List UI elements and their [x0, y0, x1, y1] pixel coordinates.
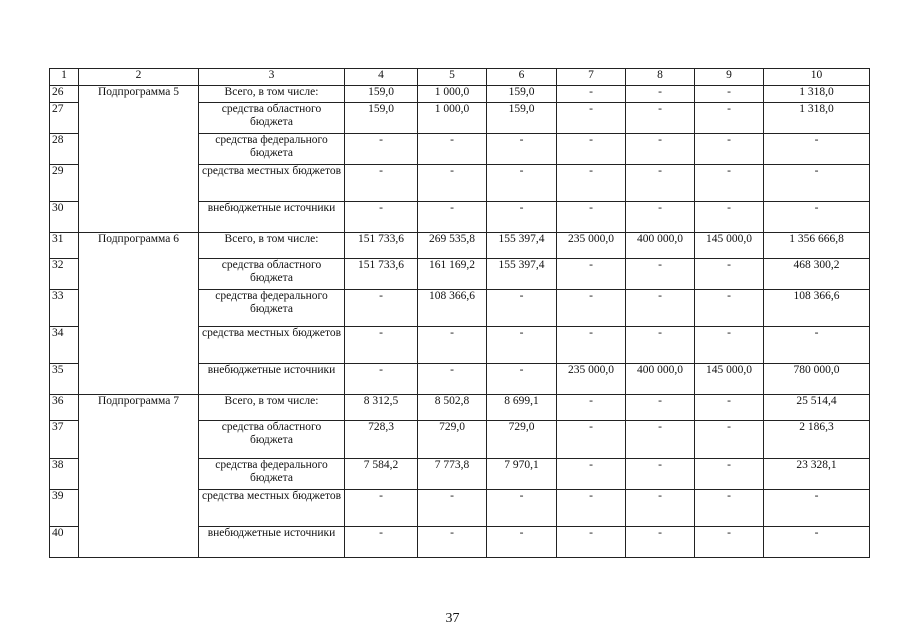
value-cell: - [626, 459, 695, 490]
row-number: 31 [50, 233, 79, 259]
header-cell: 2 [79, 69, 199, 86]
value-cell: - [487, 364, 557, 395]
value-cell: 1 318,0 [764, 86, 870, 103]
value-cell: - [557, 490, 626, 527]
value-cell: - [345, 490, 418, 527]
row-number: 34 [50, 327, 79, 364]
value-cell: 155 397,4 [487, 259, 557, 290]
value-cell: - [345, 290, 418, 327]
value-cell: 1 318,0 [764, 103, 870, 134]
row-number: 27 [50, 103, 79, 134]
value-cell: - [557, 527, 626, 558]
value-cell: - [626, 86, 695, 103]
value-cell: - [764, 165, 870, 202]
value-cell: - [345, 134, 418, 165]
value-cell: - [626, 327, 695, 364]
value-cell: 151 733,6 [345, 259, 418, 290]
row-number: 26 [50, 86, 79, 103]
header-cell: 10 [764, 69, 870, 86]
value-cell: 269 535,8 [418, 233, 487, 259]
funding-source: средства областного бюджета [199, 259, 345, 290]
value-cell: - [626, 421, 695, 459]
table-row [50, 395, 870, 421]
value-cell: - [695, 527, 764, 558]
value-cell: - [557, 327, 626, 364]
header-row [50, 69, 870, 86]
budget-table [49, 68, 870, 558]
funding-source: средства федерального бюджета [199, 290, 345, 327]
value-cell: - [695, 421, 764, 459]
row-number: 28 [50, 134, 79, 165]
value-cell: - [695, 327, 764, 364]
value-cell: 108 366,6 [764, 290, 870, 327]
value-cell: - [345, 165, 418, 202]
value-cell: - [487, 134, 557, 165]
value-cell: 1 000,0 [418, 86, 487, 103]
row-number: 37 [50, 421, 79, 459]
value-cell: 1 356 666,8 [764, 233, 870, 259]
value-cell: - [764, 490, 870, 527]
value-cell: 145 000,0 [695, 233, 764, 259]
row-number: 30 [50, 202, 79, 233]
value-cell: - [487, 202, 557, 233]
value-cell: - [345, 364, 418, 395]
value-cell: - [764, 134, 870, 165]
value-cell: - [695, 202, 764, 233]
value-cell: - [764, 327, 870, 364]
header-cell: 7 [557, 69, 626, 86]
value-cell: 780 000,0 [764, 364, 870, 395]
table-row [50, 86, 870, 103]
funding-source: средства областного бюджета [199, 421, 345, 459]
funding-source: Всего, в том числе: [199, 233, 345, 259]
value-cell: - [764, 202, 870, 233]
value-cell: - [626, 134, 695, 165]
value-cell: - [418, 527, 487, 558]
row-number: 38 [50, 459, 79, 490]
funding-source: средства областного бюджета [199, 103, 345, 134]
value-cell: 729,0 [487, 421, 557, 459]
funding-source: внебюджетные источники [199, 364, 345, 395]
header-cell: 4 [345, 69, 418, 86]
value-cell: 108 366,6 [418, 290, 487, 327]
value-cell: - [695, 395, 764, 421]
value-cell: - [557, 421, 626, 459]
header-cell: 3 [199, 69, 345, 86]
value-cell: 1 000,0 [418, 103, 487, 134]
value-cell: - [418, 327, 487, 364]
value-cell: - [557, 165, 626, 202]
subprogram-name: Подпрограмма 5 [79, 86, 199, 233]
subprogram-name: Подпрограмма 7 [79, 395, 199, 558]
value-cell: - [626, 490, 695, 527]
value-cell: - [345, 202, 418, 233]
value-cell: 23 328,1 [764, 459, 870, 490]
value-cell: 159,0 [345, 86, 418, 103]
value-cell: 2 186,3 [764, 421, 870, 459]
value-cell: 7 773,8 [418, 459, 487, 490]
value-cell: 7 970,1 [487, 459, 557, 490]
value-cell: 159,0 [487, 86, 557, 103]
value-cell: 235 000,0 [557, 364, 626, 395]
value-cell: - [695, 290, 764, 327]
value-cell: 400 000,0 [626, 364, 695, 395]
value-cell: - [626, 395, 695, 421]
funding-source: средства местных бюджетов [199, 165, 345, 202]
value-cell: 155 397,4 [487, 233, 557, 259]
value-cell: - [695, 259, 764, 290]
value-cell: 8 312,5 [345, 395, 418, 421]
value-cell: - [557, 103, 626, 134]
value-cell: 151 733,6 [345, 233, 418, 259]
funding-source: Всего, в том числе: [199, 86, 345, 103]
value-cell: 400 000,0 [626, 233, 695, 259]
value-cell: 8 699,1 [487, 395, 557, 421]
table-body [50, 69, 870, 558]
header-cell: 1 [50, 69, 79, 86]
row-number: 36 [50, 395, 79, 421]
value-cell: - [695, 490, 764, 527]
value-cell: - [626, 527, 695, 558]
value-cell: 235 000,0 [557, 233, 626, 259]
table-row [50, 233, 870, 259]
value-cell: - [557, 395, 626, 421]
value-cell: - [557, 459, 626, 490]
page-number: 37 [445, 611, 460, 626]
value-cell: 145 000,0 [695, 364, 764, 395]
value-cell: - [557, 290, 626, 327]
value-cell: 161 169,2 [418, 259, 487, 290]
row-number: 35 [50, 364, 79, 395]
value-cell: 8 502,8 [418, 395, 487, 421]
funding-source: внебюджетные источники [199, 202, 345, 233]
funding-source: средства местных бюджетов [199, 490, 345, 527]
value-cell: - [345, 527, 418, 558]
value-cell: - [487, 165, 557, 202]
funding-source: средства федерального бюджета [199, 459, 345, 490]
value-cell: - [695, 134, 764, 165]
funding-source: средства федерального бюджета [199, 134, 345, 165]
row-number: 40 [50, 527, 79, 558]
value-cell: 7 584,2 [345, 459, 418, 490]
header-cell: 8 [626, 69, 695, 86]
value-cell: - [418, 490, 487, 527]
value-cell: - [487, 290, 557, 327]
value-cell: - [557, 134, 626, 165]
row-number: 39 [50, 490, 79, 527]
row-number: 32 [50, 259, 79, 290]
value-cell: 159,0 [487, 103, 557, 134]
value-cell: - [557, 202, 626, 233]
value-cell: - [695, 165, 764, 202]
funding-source: Всего, в том числе: [199, 395, 345, 421]
subprogram-name: Подпрограмма 6 [79, 233, 199, 395]
value-cell: 729,0 [418, 421, 487, 459]
value-cell: 25 514,4 [764, 395, 870, 421]
funding-source: внебюджетные источники [199, 527, 345, 558]
value-cell: - [626, 202, 695, 233]
value-cell: - [487, 527, 557, 558]
value-cell: - [487, 327, 557, 364]
value-cell: - [418, 134, 487, 165]
header-cell: 6 [487, 69, 557, 86]
value-cell: - [418, 165, 487, 202]
value-cell: - [626, 103, 695, 134]
value-cell: - [487, 490, 557, 527]
value-cell: - [695, 103, 764, 134]
value-cell: - [626, 165, 695, 202]
row-number: 33 [50, 290, 79, 327]
value-cell: - [345, 327, 418, 364]
value-cell: - [626, 259, 695, 290]
funding-source: средства местных бюджетов [199, 327, 345, 364]
value-cell: - [626, 290, 695, 327]
value-cell: 159,0 [345, 103, 418, 134]
value-cell: - [418, 202, 487, 233]
header-cell: 5 [418, 69, 487, 86]
value-cell: - [695, 459, 764, 490]
value-cell: - [557, 259, 626, 290]
value-cell: - [695, 86, 764, 103]
row-number: 29 [50, 165, 79, 202]
value-cell: 468 300,2 [764, 259, 870, 290]
value-cell: 728,3 [345, 421, 418, 459]
value-cell: - [764, 527, 870, 558]
value-cell: - [418, 364, 487, 395]
value-cell: - [557, 86, 626, 103]
header-cell: 9 [695, 69, 764, 86]
